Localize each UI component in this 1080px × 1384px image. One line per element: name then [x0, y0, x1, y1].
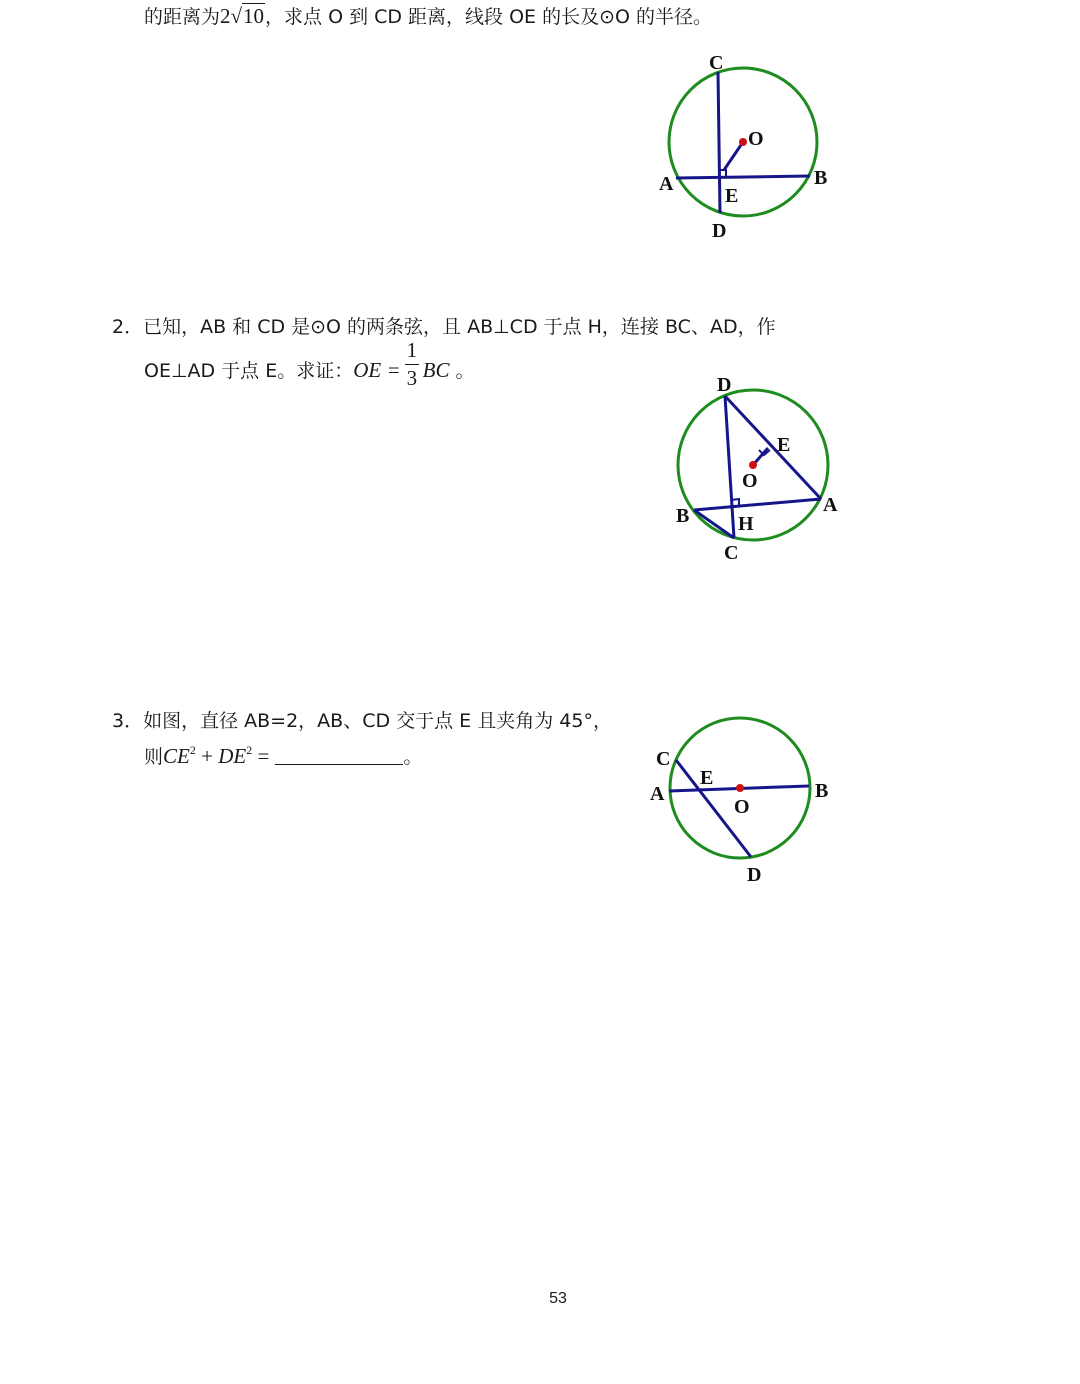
figure1-label-a: A [659, 173, 674, 195]
figure-3 [640, 710, 840, 890]
figure2-label-o: O [742, 470, 758, 492]
problem3-prefix: 则 [144, 746, 164, 768]
problem3-equals: = [252, 744, 270, 768]
figure-1 [640, 48, 860, 248]
problem1-sqrt: √10 [230, 4, 265, 28]
problem3-line1: 3．如图，直径 AB=2，AB、CD 交于点 E 且夹角为 45°， [112, 710, 612, 732]
figure2-label-e: E [777, 434, 791, 456]
problem1-text [144, 6, 712, 27]
figure3-label-c: C [656, 748, 671, 770]
problem2-end: 。 [455, 360, 475, 382]
figure2-label-h: H [738, 513, 754, 535]
problem3-answer-blank[interactable] [275, 746, 403, 765]
problem2-frac-bar [405, 364, 419, 365]
figure3-center-dot [736, 784, 744, 792]
figure1-segment-oe [724, 142, 743, 170]
problem2-frac-den: 3 [406, 365, 418, 390]
problem3-sup2: 2 [246, 743, 253, 757]
problem2-line1: 2．已知，AB 和 CD 是⊙O 的两条弦，且 AB⊥CD 于点 H，连接 BC、AD，作 [112, 316, 776, 338]
problem1-coef: 2 [220, 4, 231, 28]
figure1-label-e: E [725, 185, 739, 207]
figure3-label-e: E [700, 767, 714, 789]
problem1-radicand: 10 [243, 4, 265, 28]
figure-2 [660, 370, 860, 570]
problem2-line2 [144, 337, 475, 390]
figure1-label-d: D [712, 220, 727, 242]
figure2-label-c: C [724, 542, 739, 564]
problem1-prefix: 的距离为 [144, 6, 221, 28]
figure2-label-d: D [717, 374, 732, 396]
figure1-chord-ab [676, 176, 810, 178]
problem2-formula-rhs: BC [422, 358, 450, 382]
figure2-label-b: B [676, 505, 690, 527]
figure3-label-a: A [650, 783, 665, 805]
figure2-chord-dc [725, 396, 734, 538]
figure2-chord-ba [694, 499, 821, 510]
problem1-suffix: ，求点 O 到 CD 距离，线段 OE 的长及⊙O 的半径。 [265, 6, 713, 28]
figure1-chord-cd [718, 72, 720, 213]
problem3-plus: + [195, 744, 219, 768]
page-number: 53 [549, 1290, 567, 1307]
figure1-label-c: C [709, 52, 724, 74]
figure3-label-d: D [747, 864, 762, 886]
problem3-line2 [144, 744, 422, 767]
problem2-frac-num: 1 [406, 337, 418, 362]
problem3-term2: DE [218, 744, 247, 768]
figure1-center-dot [739, 138, 747, 146]
figure1-label-o: O [748, 128, 764, 150]
problem2-formula-lhs: OE = [353, 358, 401, 382]
problem2-given: OE⊥AD 于点 E。求证： [144, 360, 354, 382]
figure3-label-o: O [734, 796, 750, 818]
problem3-term1: CE [163, 744, 190, 768]
figure1-label-b: B [814, 167, 828, 189]
problem2-fraction [405, 337, 419, 390]
problem3-end: 。 [403, 746, 423, 768]
figure2-segment-bc [694, 510, 734, 538]
figure2-label-a: A [823, 494, 838, 516]
figure2-center-dot [749, 461, 757, 469]
figure3-label-b: B [815, 780, 829, 802]
problem3-sup1: 2 [189, 743, 196, 757]
